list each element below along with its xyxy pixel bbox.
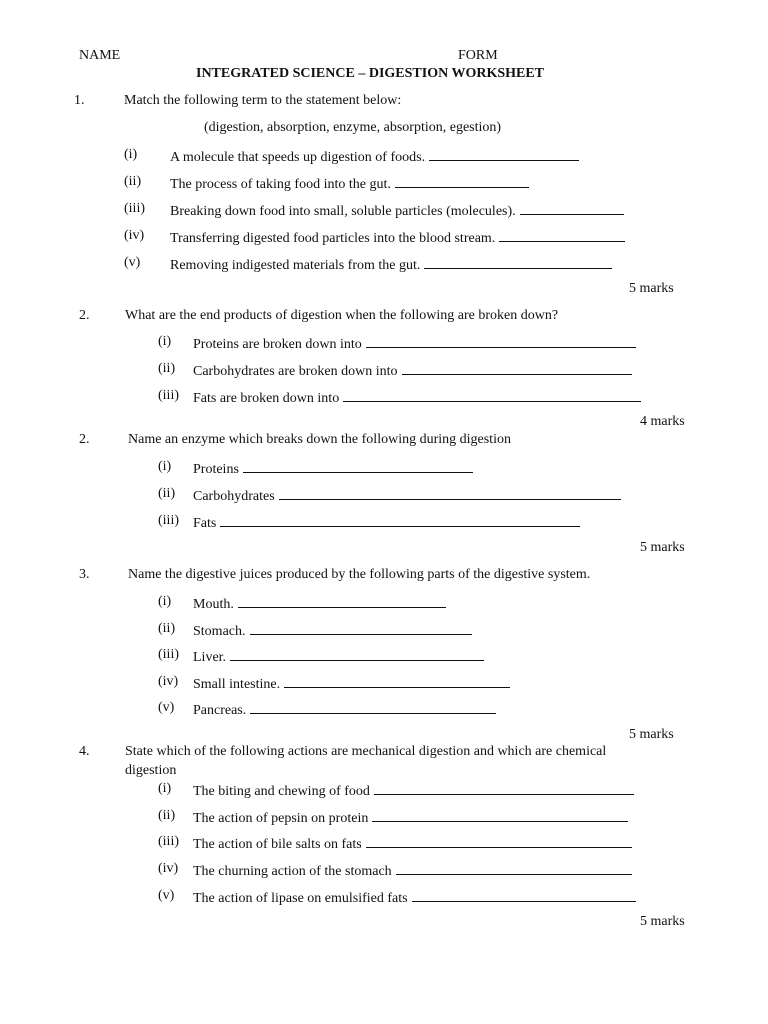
answer-blank[interactable] (366, 835, 632, 848)
question-item (193, 622, 472, 639)
marks-label: 4 marks (640, 414, 685, 429)
item-number: (i) (158, 459, 172, 474)
question-item (170, 229, 625, 246)
item-text: Breaking down food into small, soluble particles (molecules). (170, 204, 516, 219)
question-item (193, 648, 484, 665)
item-number: (iv) (158, 861, 179, 876)
item-number: (iv) (158, 674, 179, 689)
item-number: (iii) (158, 834, 179, 849)
item-text: Mouth. (193, 597, 234, 612)
item-number: (i) (158, 334, 172, 349)
item-number: (iv) (124, 228, 145, 243)
question-item (170, 202, 624, 219)
item-number: (iii) (158, 513, 179, 528)
item-number: (v) (158, 888, 175, 903)
item-number: (iii) (158, 388, 179, 403)
question-prompt: Name an enzyme which breaks down the following during digestion (128, 432, 511, 447)
answer-blank[interactable] (374, 782, 634, 795)
answer-blank[interactable] (220, 514, 580, 527)
item-number: (v) (158, 700, 175, 715)
question-item (193, 595, 446, 612)
question-item (193, 701, 496, 718)
answer-blank[interactable] (499, 229, 625, 242)
item-number: (ii) (158, 621, 176, 636)
question-item (193, 835, 632, 852)
item-text: Stomach. (193, 624, 246, 639)
answer-blank[interactable] (250, 701, 496, 714)
answer-blank[interactable] (412, 889, 636, 902)
answer-blank[interactable] (238, 595, 446, 608)
item-text: The action of bile salts on fats (193, 837, 362, 852)
question-prompt-continued: digestion (125, 763, 177, 778)
answer-blank[interactable] (372, 809, 628, 822)
form-label: FORM (458, 48, 498, 63)
question-number: 2. (79, 308, 90, 323)
question-item (193, 862, 632, 879)
question-number: 3. (79, 567, 90, 582)
term-list: (digestion, absorption, enzyme, absorption, egestion) (204, 120, 502, 135)
item-number: (v) (124, 255, 141, 270)
answer-blank[interactable] (230, 648, 484, 661)
item-number: (ii) (124, 174, 142, 189)
item-text: Fats (193, 516, 217, 531)
question-item (193, 514, 580, 531)
answer-blank[interactable] (396, 862, 632, 875)
question-item (193, 809, 628, 826)
question-item (170, 148, 579, 165)
item-text: Small intestine. (193, 677, 281, 692)
answer-blank[interactable] (343, 389, 641, 402)
question-item (193, 675, 510, 692)
answer-blank[interactable] (395, 175, 529, 188)
item-number: (iii) (158, 647, 179, 662)
question-item (193, 782, 634, 799)
question-prompt: Match the following term to the statement below: (124, 93, 402, 108)
question-item (170, 175, 529, 192)
answer-blank[interactable] (284, 675, 510, 688)
answer-blank[interactable] (402, 362, 632, 375)
answer-blank[interactable] (424, 256, 612, 269)
marks-label: 5 marks (640, 914, 685, 929)
item-text: The process of taking food into the gut. (170, 177, 391, 192)
item-text: Removing indigested materials from the gut. (170, 258, 421, 273)
item-number: (ii) (158, 361, 176, 376)
item-number: (iii) (124, 201, 145, 216)
answer-blank[interactable] (279, 487, 621, 500)
marks-label: 5 marks (629, 727, 674, 742)
answer-blank[interactable] (520, 202, 624, 215)
question-item (193, 460, 473, 477)
question-item (170, 256, 612, 273)
question-item (193, 889, 636, 906)
item-text: Pancreas. (193, 703, 247, 718)
item-number: (ii) (158, 486, 176, 501)
marks-label: 5 marks (640, 540, 685, 555)
marks-label: 5 marks (629, 281, 674, 296)
item-text: The biting and chewing of food (193, 784, 370, 799)
item-number: (i) (158, 781, 172, 796)
question-prompt: What are the end products of digestion when the following are broken down? (125, 308, 559, 323)
item-text: Fats are broken down into (193, 391, 340, 406)
answer-blank[interactable] (429, 148, 579, 161)
item-text: Proteins are broken down into (193, 337, 362, 352)
question-item (193, 362, 632, 379)
question-item (193, 335, 636, 352)
item-text: The churning action of the stomach (193, 864, 392, 879)
worksheet-title: INTEGRATED SCIENCE – DIGESTION WORKSHEET (196, 66, 545, 81)
item-text: The action of pepsin on protein (193, 811, 369, 826)
item-text: Proteins (193, 462, 239, 477)
question-number: 2. (79, 432, 90, 447)
item-text: The action of lipase on emulsified fats (193, 891, 408, 906)
item-text: Carbohydrates are broken down into (193, 364, 398, 379)
item-text: Liver. (193, 650, 227, 665)
item-number: (i) (158, 594, 172, 609)
item-text: Transferring digested food particles into the blood stream. (170, 231, 496, 246)
question-item (193, 487, 621, 504)
question-prompt: State which of the following actions are mechanical digestion and which are chemical (125, 744, 607, 759)
item-text: Carbohydrates (193, 489, 275, 504)
item-number: (i) (124, 147, 138, 162)
answer-blank[interactable] (366, 335, 636, 348)
question-item (193, 389, 641, 406)
item-number: (ii) (158, 808, 176, 823)
question-prompt: Name the digestive juices produced by the following parts of the digestive system. (128, 567, 591, 582)
answer-blank[interactable] (250, 622, 472, 635)
item-text: A molecule that speeds up digestion of foods. (170, 150, 426, 165)
question-number: 1. (74, 93, 85, 108)
name-label: NAME (79, 48, 121, 63)
answer-blank[interactable] (243, 460, 473, 473)
question-number: 4. (79, 744, 90, 759)
